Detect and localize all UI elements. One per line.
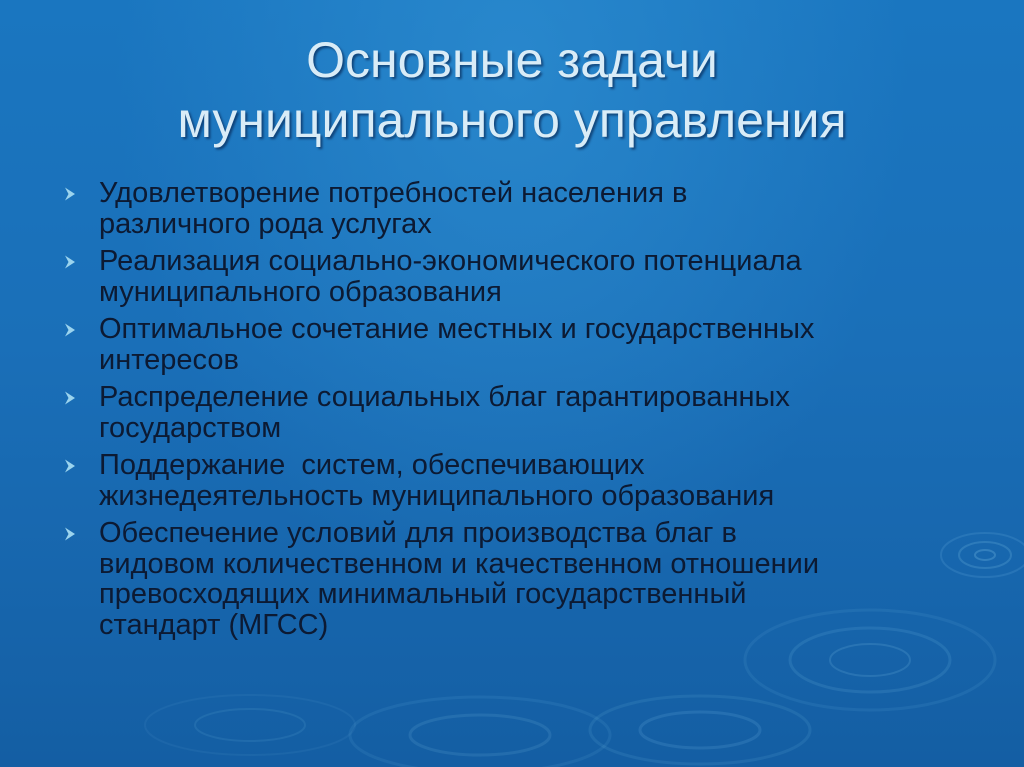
list-item-line: жизнедеятельность муниципального образования [99,479,775,512]
arrow-right-icon [62,186,78,202]
arrow-right-icon [62,458,78,474]
list-item [60,178,980,239]
slide-title-line-2: муниципального управления [177,92,847,148]
list-item-line: муниципального образования [99,275,502,308]
arrow-right-icon [62,526,78,542]
list-item-line: Оптимальное сочетание местных и государственных [99,313,815,345]
list-item [60,314,980,375]
list-item-line: Реализация социально-экономического потенциала [99,245,802,277]
list-item-line: Распределение социальных благ гарантированных [99,381,790,413]
list-item-line: Обеспечение условий для производства благ в [99,517,737,549]
list-item-line: Поддержание систем, обеспечивающих [99,449,645,481]
slide-title [60,30,964,150]
list-item [60,518,980,640]
slide-title-line-1: Основные задачи [306,32,718,88]
list-item-line: различного рода услугах [99,207,432,240]
task-list [60,178,980,647]
list-item-line: стандарт (МГСС) [99,608,329,641]
arrow-right-icon [62,390,78,406]
list-item [60,246,980,307]
list-item [60,382,980,443]
arrow-right-icon [62,322,78,338]
list-item-line: Удовлетворение потребностей населения в [99,177,688,209]
list-item-line: превосходящих минимальный государственный [99,578,747,610]
list-item-line: государством [99,411,282,444]
list-item-line: видовом количественном и качественном отношении [99,547,820,580]
list-item [60,450,980,511]
list-item-line: интересов [99,343,239,376]
arrow-right-icon [62,254,78,270]
